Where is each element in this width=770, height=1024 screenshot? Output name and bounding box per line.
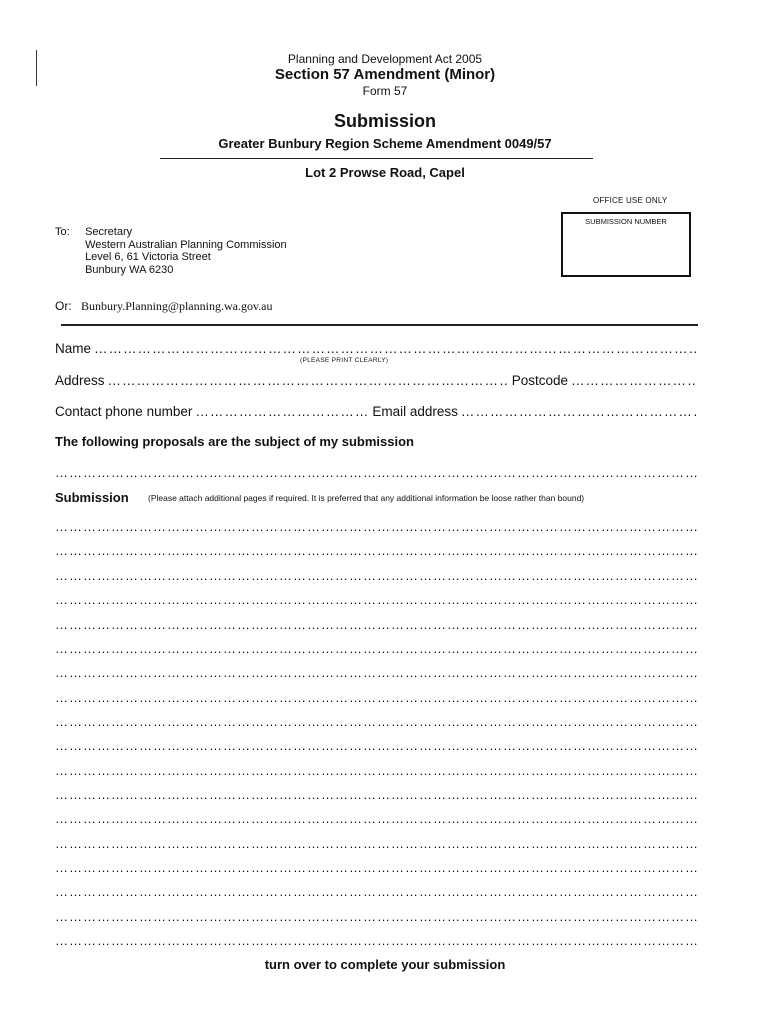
form-number: Form 57 (362, 84, 408, 98)
contact-field[interactable] (55, 404, 700, 419)
submission-line[interactable] (55, 642, 700, 656)
or-email (55, 299, 273, 314)
submission-line[interactable] (55, 764, 700, 778)
postcode-input-line[interactable] (571, 373, 697, 388)
address-line: Level 6, 61 Victoria Street (85, 251, 211, 263)
name-label: Name (55, 341, 92, 356)
email-label: Email address (372, 404, 458, 419)
submission-line[interactable] (55, 861, 700, 875)
submission-line[interactable] (55, 837, 700, 851)
email-address[interactable]: Bunbury.Planning@planning.wa.gov.au (81, 299, 273, 313)
submission-line[interactable] (55, 788, 700, 802)
submission-line[interactable] (55, 593, 700, 607)
submission-line[interactable] (55, 910, 700, 924)
submission-line[interactable] (55, 715, 700, 729)
office-use-label: OFFICE USE ONLY (593, 196, 668, 205)
submission-line[interactable] (55, 691, 700, 705)
phone-label: Contact phone number (55, 404, 193, 419)
scheme-amendment: Greater Bunbury Region Scheme Amendment 0049/57 (218, 136, 552, 151)
submission-line[interactable] (55, 885, 700, 899)
name-input-line[interactable] (94, 341, 697, 356)
act-title: Planning and Development Act 2005 (287, 52, 483, 66)
address-line: Bunbury WA 6230 (85, 263, 174, 276)
address-label: Address (55, 373, 105, 388)
submission-line[interactable] (55, 739, 700, 753)
page-title: Submission (333, 111, 436, 131)
recipient-address (55, 226, 287, 276)
section-title: Section 57 Amendment (Minor) (274, 66, 496, 83)
submission-line[interactable] (55, 544, 700, 558)
address-input-line[interactable] (108, 373, 509, 388)
submission-line[interactable] (55, 666, 700, 680)
submission-note: (Please attach additional pages if required. It is preferred that any additional information be loose rather than bound) (148, 493, 585, 503)
lot-address: Lot 2 Prowse Road, Capel (305, 165, 465, 180)
divider (61, 324, 698, 326)
submission-number-box[interactable] (561, 212, 691, 277)
name-field[interactable] (55, 341, 700, 356)
submission-line[interactable] (55, 812, 700, 826)
submission-number-label: SUBMISSION NUMBER (585, 217, 667, 226)
print-clearly-note: (PLEASE PRINT CLEARLY) (300, 357, 389, 364)
divider (160, 158, 593, 159)
postcode-label: Postcode (511, 373, 568, 388)
address-line: Secretary (85, 226, 133, 238)
or-label: Or: (55, 299, 72, 313)
submission-line[interactable] (55, 520, 700, 534)
proposals-input-line[interactable] (55, 466, 700, 480)
address-field[interactable] (55, 373, 700, 388)
to-label: To: (55, 226, 70, 238)
phone-input-line[interactable] (195, 404, 369, 419)
address-line: Western Australian Planning Commission (85, 238, 287, 251)
submission-line[interactable] (55, 618, 700, 632)
proposals-heading: The following proposals are the subject of my submission (55, 434, 414, 449)
email-input-line[interactable] (461, 404, 697, 419)
turn-over-note: turn over to complete your submission (264, 957, 506, 972)
submission-label: Submission (55, 490, 129, 505)
submission-line[interactable] (55, 934, 700, 948)
submission-line[interactable] (55, 569, 700, 583)
